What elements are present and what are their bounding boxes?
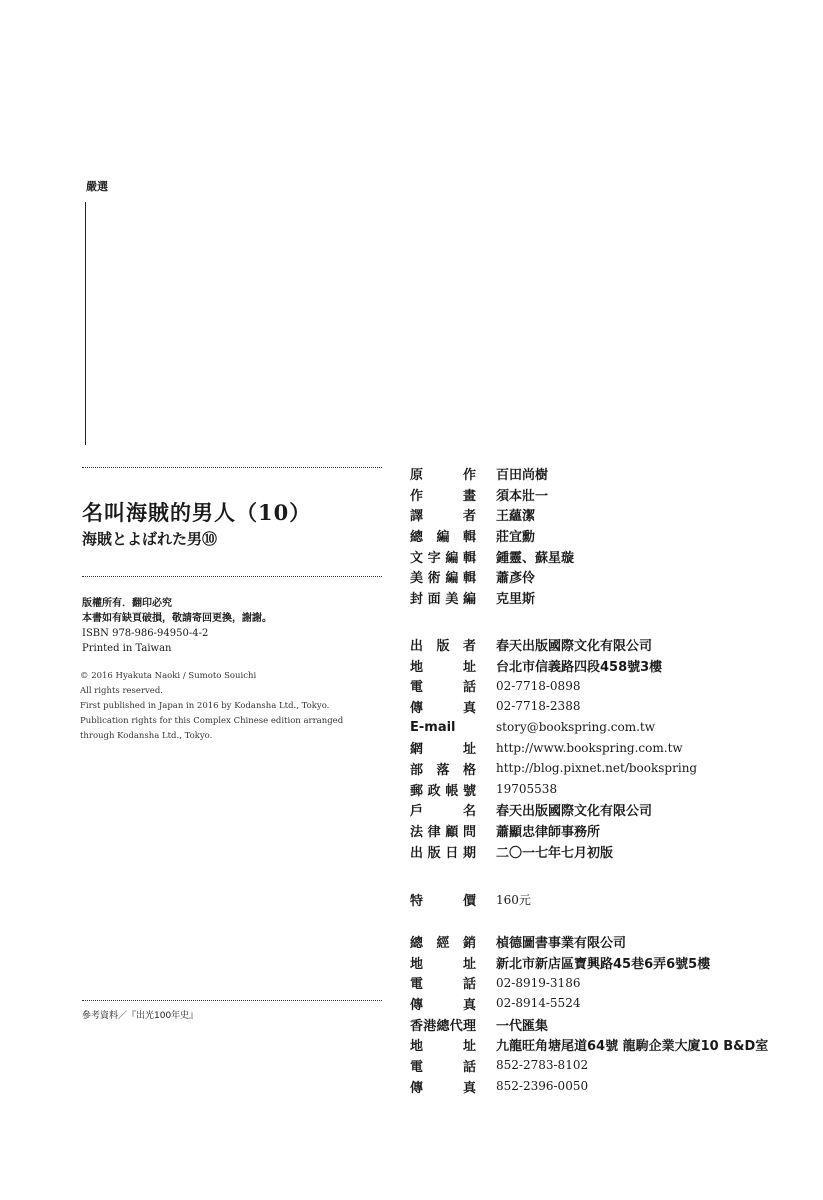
publisher-info-list (410, 634, 790, 862)
info-row (410, 587, 790, 608)
info-row (410, 675, 790, 696)
info-label: 電 話 (410, 1059, 476, 1075)
info-value: 百田尚樹 (496, 467, 549, 483)
info-row (410, 463, 790, 484)
price-value: 160元 (496, 892, 531, 907)
info-row (410, 655, 790, 676)
info-value: 蕭彥伶 (496, 571, 536, 587)
copyright-line: All rights reserved. (80, 686, 163, 696)
info-label: 總 經 銷 (410, 935, 476, 951)
info-row (410, 931, 790, 952)
info-label: 香 港 總 代 理 (410, 1018, 476, 1034)
info-value: 19705538 (496, 782, 558, 797)
info-row (410, 546, 790, 567)
info-label: 地 址 (410, 1039, 476, 1055)
book-title-japanese: 海賊とよばれた男⑩ (82, 530, 218, 548)
book-title-chinese: 名叫海賊的男人（10） (82, 500, 312, 525)
vertical-rule (85, 202, 86, 445)
info-row (410, 952, 790, 973)
info-value: 春天出版國際文化有限公司 (496, 638, 653, 654)
info-label: 部 落 格 (410, 762, 476, 778)
info-value: 蕭顯忠律師事務所 (496, 825, 601, 841)
info-value: 春天出版國際文化有限公司 (496, 804, 653, 820)
info-value: 克里斯 (496, 591, 536, 607)
info-value: 02-8914-5524 (496, 996, 581, 1011)
damage-notice: 本書如有缺頁破損，敬請寄回更換，謝謝。 (82, 613, 272, 624)
info-label: E-mail (410, 719, 456, 735)
rights-line: 版權所有．翻印必究 (82, 598, 172, 609)
info-value: 須本壯一 (496, 488, 549, 504)
info-label: 戶 名 (410, 804, 476, 820)
info-row (410, 1014, 790, 1035)
info-label: 網 址 (410, 742, 476, 758)
copyright-block (80, 669, 380, 744)
info-row (410, 800, 790, 821)
copyright-line: First published in Japan in 2016 by Kodansha Ltd., Tokyo. (80, 701, 330, 711)
info-value: 02-7718-2388 (496, 699, 581, 714)
info-label: 特 價 (410, 893, 476, 909)
info-label: 傳 真 (410, 997, 476, 1013)
info-value: 新北市新店區寶興路45巷6弄6號5樓 (496, 956, 711, 972)
info-value: 楨德圖書事業有限公司 (496, 935, 627, 951)
info-value: 莊宜勳 (496, 529, 536, 545)
info-value: 鍾靈、蘇星璇 (496, 550, 575, 566)
info-row (410, 993, 790, 1014)
dotted-divider-top (82, 467, 382, 468)
info-value: 852-2783-8102 (496, 1058, 589, 1073)
info-row (410, 634, 790, 655)
info-label: 電 話 (410, 680, 476, 696)
info-label: 美 術 編 輯 (410, 571, 476, 587)
info-value: story@bookspring.com.tw (496, 720, 655, 735)
info-label: 地 址 (410, 956, 476, 972)
info-label: 總 編 輯 (410, 529, 476, 545)
info-value: 852-2396-0050 (496, 1079, 589, 1094)
info-label: 地 址 (410, 659, 476, 675)
info-value: 王蘊潔 (496, 509, 536, 525)
info-value: 02-8919-3186 (496, 975, 581, 990)
info-row (410, 1034, 790, 1055)
info-label: 作 畫 (410, 488, 476, 504)
info-value: 一代匯集 (496, 1018, 549, 1034)
info-label: 文 字 編 輯 (410, 550, 476, 566)
printed-in: Printed in Taiwan (82, 643, 172, 654)
info-row (410, 820, 790, 841)
info-row (410, 525, 790, 546)
copyright-line: Publication rights for this Complex Chinese edition arranged through Kodansha Ltd., Tokyo. (80, 716, 344, 741)
info-row (410, 841, 790, 862)
credits-list (410, 463, 790, 608)
dotted-divider-bottom (82, 1000, 382, 1001)
isbn: ISBN 978-986-94950-4-2 (82, 628, 209, 639)
info-label: 原 作 (410, 467, 476, 483)
info-row (410, 1055, 790, 1076)
info-row (410, 504, 790, 525)
info-row (410, 696, 790, 717)
info-value: 九龍旺角塘尾道64號 龍駒企業大廈10 B&D室 (496, 1039, 769, 1055)
price-block (410, 889, 790, 910)
info-label: 譯 者 (410, 509, 476, 525)
info-label: 傳 真 (410, 700, 476, 716)
info-label: 電 話 (410, 977, 476, 993)
info-row (410, 1076, 790, 1097)
info-label: 封 面 美 編 (410, 591, 476, 607)
info-row-price (410, 889, 790, 910)
info-value: 台北市信義路四段458號3樓 (496, 659, 663, 675)
info-label: 出 版 日 期 (410, 845, 476, 861)
series-label: 嚴選 (86, 180, 108, 193)
info-row (410, 972, 790, 993)
info-label: 郵 政 帳 號 (410, 783, 476, 799)
copyright-line: © 2016 Hyakuta Naoki / Sumoto Souichi (80, 671, 257, 681)
dotted-divider-middle (82, 576, 382, 577)
rights-block (82, 596, 392, 656)
info-row (410, 717, 790, 738)
info-row (410, 758, 790, 779)
info-row (410, 737, 790, 758)
info-label: 傳 真 (410, 1080, 476, 1096)
info-label: 法 律 顧 問 (410, 825, 476, 841)
info-row (410, 566, 790, 587)
info-value: 二〇一七年七月初版 (496, 845, 614, 861)
reference-note: 參考資料／『出光100年史』 (82, 1011, 199, 1021)
info-value: 02-7718-0898 (496, 678, 581, 693)
distributor-info-list (410, 931, 790, 1097)
info-label: 出 版 者 (410, 638, 476, 654)
info-row (410, 484, 790, 505)
info-value: http://www.bookspring.com.tw (496, 740, 683, 755)
info-value: http://blog.pixnet.net/bookspring (496, 761, 698, 776)
info-row (410, 779, 790, 800)
